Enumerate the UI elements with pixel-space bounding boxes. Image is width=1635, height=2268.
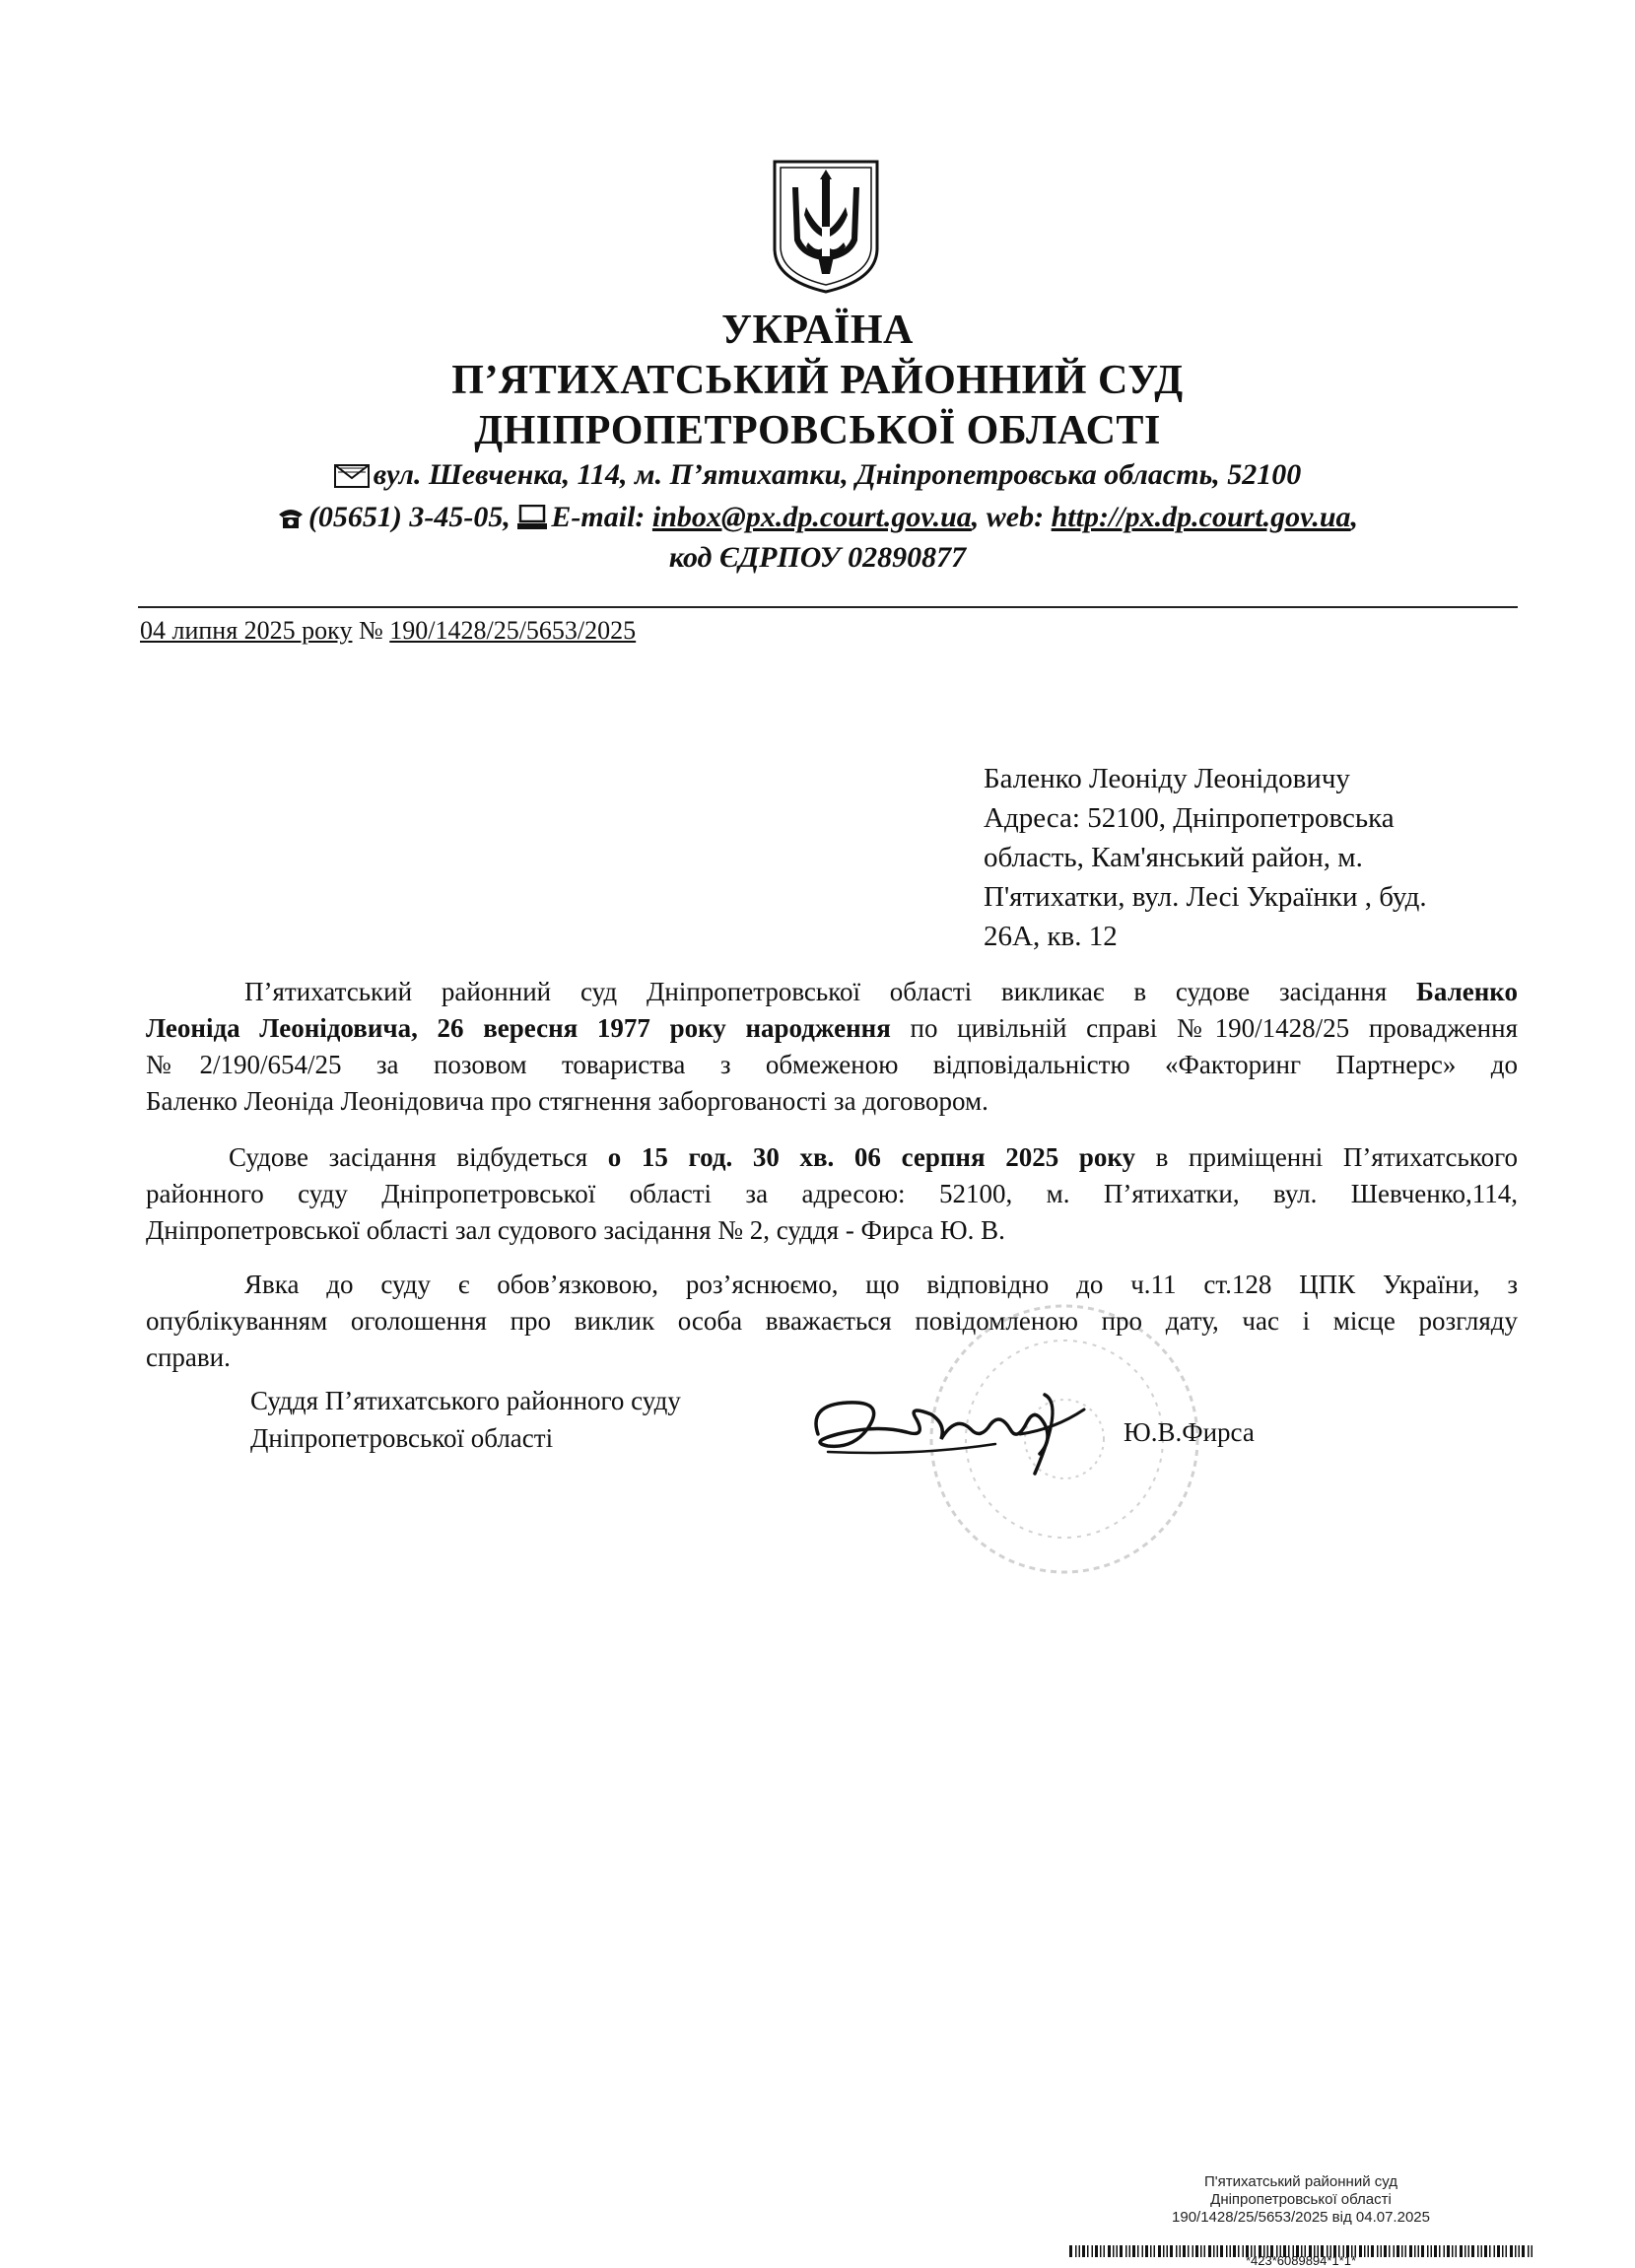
signature-icon bbox=[798, 1375, 1114, 1483]
defendant-name-birth: Леоніда Леонідовича, 26 вересня 1977 року народження bbox=[146, 1013, 891, 1043]
header-divider bbox=[138, 606, 1518, 608]
email-link[interactable]: inbox@px.dp.court.gov.ua bbox=[651, 501, 972, 533]
outgoing-number: 190/1428/25/5653/2025 bbox=[389, 616, 637, 645]
court-contacts bbox=[0, 498, 1635, 537]
defendant-surname: Баленко bbox=[1416, 977, 1518, 1006]
web-link[interactable]: http://px.dp.court.gov.ua bbox=[1051, 501, 1351, 533]
outgoing-reference bbox=[140, 613, 636, 649]
barcode-text: *423*6089894*1*1* bbox=[1245, 2253, 1357, 2268]
paragraph-line: Баленко Леоніда Леонідовича про стягнення заборгованості за договором. bbox=[146, 1086, 988, 1116]
addressee-line: П'ятихатки, вул. Лесі Українки , буд. bbox=[984, 881, 1427, 913]
addressee-line: Адреса: 52100, Дніпропетровська bbox=[984, 802, 1395, 834]
header-region: ДНІПРОПЕТРОВСЬКОЇ ОБЛАСТІ bbox=[474, 408, 1161, 453]
addressee-line: Баленко Леоніду Леонідовичу bbox=[984, 763, 1350, 794]
court-address bbox=[0, 455, 1635, 495]
email-label: E-mail: bbox=[551, 501, 646, 533]
judge-title bbox=[250, 1382, 681, 1457]
number-sign: № bbox=[358, 616, 383, 645]
footer-line: 190/1428/25/5653/2025 від 04.07.2025 bbox=[1172, 2209, 1430, 2226]
header-country: УКРАЇНА bbox=[721, 308, 914, 353]
addressee-line: область, Кам'янський район, м. bbox=[984, 842, 1363, 873]
paragraph-line: Дніпропетровської області зал судового засідання № 2, суддя - Фирса Ю. В. bbox=[146, 1215, 1005, 1245]
hearing-datetime: о 15 год. 30 хв. 06 серпня 2025 року bbox=[607, 1142, 1136, 1172]
attendance-paragraph bbox=[146, 1267, 1518, 1376]
text-run: П’ятихатський районний суд Дніпропетровської області викликає в судове засідання bbox=[244, 977, 1417, 1006]
addressee-line: 26А, кв. 12 bbox=[984, 921, 1118, 952]
paragraph-line: опублікуванням оголошення про виклик особа вважається повідомленою про дату, час і місце розгляду bbox=[146, 1306, 1518, 1336]
text-run: по цивільній справі №190/1428/25 провадження bbox=[890, 1013, 1518, 1043]
address-text: вул. Шевченка, 114, м. П’ятихатки, Дніпропетровська область, 52100 bbox=[373, 458, 1302, 491]
text-run: Судове засідання відбудеться bbox=[229, 1142, 608, 1172]
paragraph-line: Явка до суду є обов’язковою, роз’яснюємо, що відповідно до ч.11 ст.128 ЦПК України, з bbox=[244, 1270, 1518, 1299]
hearing-paragraph bbox=[146, 1139, 1518, 1249]
computer-icon bbox=[517, 505, 547, 530]
header-court-name: П’ЯТИХАТСЬКИЙ РАЙОННИЙ СУД bbox=[451, 358, 1184, 403]
outgoing-date: 04 липня 2025 року bbox=[140, 616, 353, 645]
coat-of-arms-icon bbox=[767, 158, 885, 296]
judge-title-line: Суддя П’ятихатського районного суду bbox=[250, 1386, 681, 1415]
paragraph-line: №2/190/654/25 за позовом товариства з обмеженою відповідальністю «Факторинг Партнерс» до bbox=[146, 1050, 1518, 1079]
web-label: , web: bbox=[971, 501, 1045, 533]
web-suffix: , bbox=[1350, 501, 1359, 533]
addressee-block bbox=[984, 759, 1516, 956]
judge-name: Ю.В.Фирса bbox=[1124, 1417, 1255, 1447]
judge-title-line: Дніпропетровської області bbox=[250, 1423, 554, 1453]
edrpou-code: код ЄДРПОУ 02890877 bbox=[668, 541, 967, 574]
summons-paragraph bbox=[146, 974, 1518, 1120]
footer-line: П'ятихатський районний суд bbox=[1203, 2173, 1398, 2190]
phone-icon bbox=[277, 507, 305, 530]
paragraph-line bbox=[146, 1139, 1518, 1176]
paragraph-line bbox=[146, 974, 1518, 1010]
paragraph-line bbox=[146, 1010, 1518, 1047]
text-run: в приміщенні П’ятихатського bbox=[1135, 1142, 1518, 1172]
envelope-icon bbox=[334, 464, 370, 488]
phone-text: (05651) 3-45-05, bbox=[307, 501, 511, 533]
paragraph-line: справи. bbox=[146, 1342, 231, 1372]
footer-line: Дніпропетровської області bbox=[1210, 2191, 1392, 2208]
registration-footer bbox=[1074, 2173, 1528, 2227]
paragraph-line: районного суду Дніпропетровської області за адресою: 52100, м. П’ятихатки, вул. Шевченко,114, bbox=[146, 1179, 1518, 1208]
